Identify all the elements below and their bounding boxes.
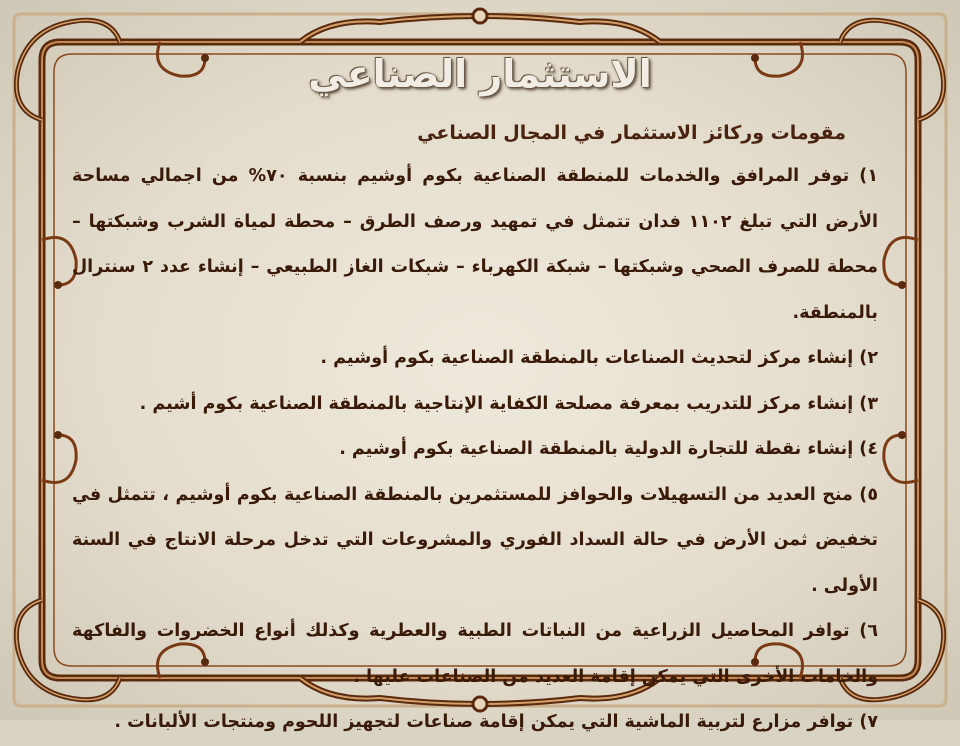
list-item: ٧) توافر مزارع لتربية الماشية التي يمكن إقامة صناعات لتجهيز اللحوم ومنتجات الألبانات . — [114, 712, 878, 732]
list-item: ٥) منح العديد من التسهيلات والحوافز للمستثمرين بالمنطقة الصناعية بكوم أوشيم ، تتمثل في تخفيض ثمن الأرض في حالة السداد الفوري والمشروعات التي تدخل مرحلة الانتاج في السنة الأولى . — [72, 484, 878, 596]
list-item: ٦) توافر المحاصيل الزراعية من النباتات الطبية والعطرية وكذلك أنواع الخضروات والفاكهة والخامات الأخرى التي يمكن إقامة العديد من الصناعات عليها . — [72, 621, 878, 687]
list-item: ٤) إنشاء نقطة للتجارة الدولية بالمنطقة الصناعية بكوم أوشيم . — [339, 439, 878, 459]
slide-content — [72, 112, 878, 746]
slide-subtitle: مقومات وركائز الاستثمار في المجال الصناعي — [417, 122, 846, 144]
list-item: ١) توفر المرافق والخدمات للمنطقة الصناعية بكوم أوشيم بنسبة ٧٠% من اجمالي مساحة الأرض التي تبلغ ١١٠٢ فدان تتمثل في تمهيد ورصف الطرق – محطة لمياة الشرب وشبكتها – محطة للصرف الصحي وشبكتها – شبكة الكهرباء – شبكات الغاز الطبيعي – إنشاء عدد ٢ سنترال بالمنطقة. — [72, 166, 878, 323]
slide-title: الاستثمار الصناعي — [308, 52, 652, 96]
list-item: ٣) إنشاء مركز للتدريب بمعرفة مصلحة الكفاية الإنتاجية بالمنطقة الصناعية بكوم أشيم . — [139, 393, 878, 414]
list-item: ٢) إنشاء مركز لتحديث الصناعات بالمنطقة الصناعية بكوم أوشيم . — [320, 348, 878, 368]
